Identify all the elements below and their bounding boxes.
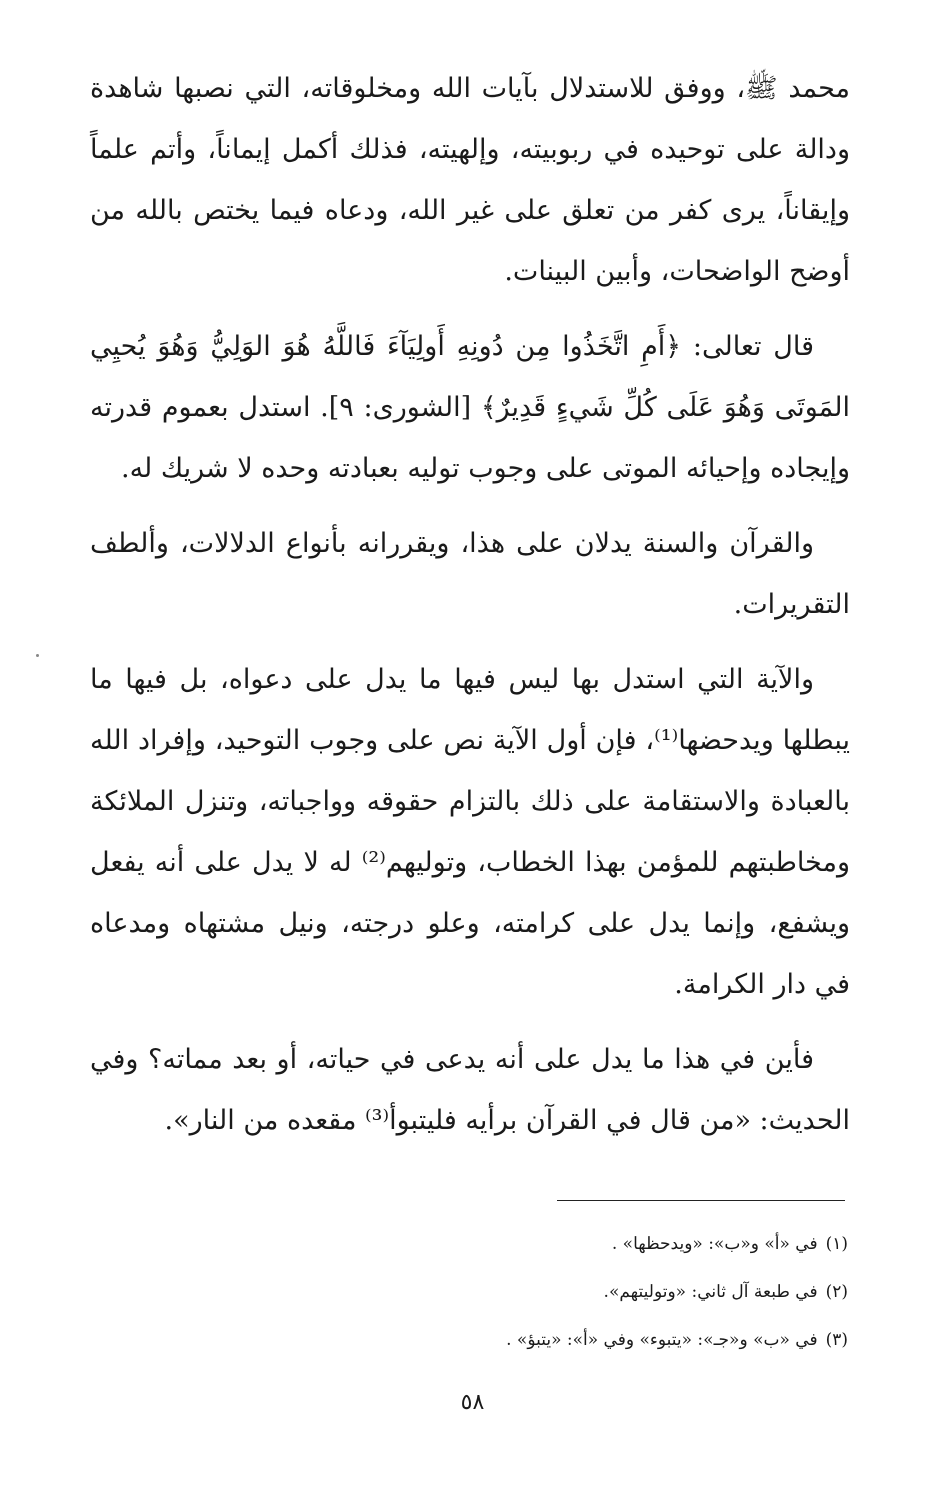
footnote-3 xyxy=(300,1324,848,1356)
footnote-2 xyxy=(300,1276,848,1308)
footnote-number: (٢) xyxy=(825,1282,848,1302)
footnote-number: (١) xyxy=(825,1234,848,1254)
footnote-1 xyxy=(300,1228,848,1260)
paragraph-5 xyxy=(90,1029,850,1151)
paragraph-2 xyxy=(90,316,850,499)
page-number: ٥٨ xyxy=(460,1390,485,1415)
stray-ink-mark xyxy=(36,654,39,657)
footnote-number: (٣) xyxy=(825,1330,848,1350)
footnote-text: في «ب» و«جـ»: «يتبوء» وفي «أ»: «يتبؤ» . xyxy=(506,1330,818,1350)
paragraph-4 xyxy=(90,649,850,1015)
footnote-text: في طبعة آل ثاني: «وتوليتهم». xyxy=(603,1282,818,1302)
main-text xyxy=(90,58,850,1165)
paragraph-1: محمد ﷺ، ووفق للاستدلال بآيات الله ومخلوقاته، التي نصبها شاهدة ودالة على توحيده في ربوبيته، وإلهيته، فذلك أكمل إيماناً، وأتم علماً وإيقاناً، يرى كفر من تعلق على غير الله، ودعاه فيما يختص بالله من أوضح الواضحات، وأبين البينات. xyxy=(90,73,850,287)
paragraph-2-text: قال تعالى: ﴿أَمِ اتَّخَذُوا مِن دُونِهِ أَولِيَآءَ فَاللَّهُ هُوَ الوَلِيُّ وَهُوَ يُحيِي المَوتَى وَهُوَ عَلَى كُلِّ شَيءٍ قَدِيرٌ﴾ [الشورى: ٩]. استدل بعموم قدرته وإيجاده وإحيائه الموتى على وجوب توليه بعبادته وحده لا شريك له. xyxy=(90,331,850,484)
paragraph-4-text: والآية التي استدل بها ليس فيها ما يدل على دعواه، بل فيها ما يبطلها ويدحضها⁽¹⁾، فإن أول الآية نص على وجوب التوحيد، وإفراد الله بالعبادة والاستقامة على ذلك بالتزام حقوقه وواجباته، وتنزل الملائكة ومخاطبتهم للمؤمن بهذا الخطاب، وتوليهم⁽²⁾ له لا يدل على أنه يفعل ويشفع، وإنما يدل على كرامته، وعلو درجته، ونيل مشتهاه ومدعاه في دار الكرامة. xyxy=(90,664,850,1000)
footnote-text: في «أ» و«ب»: «ويدحظها» . xyxy=(611,1234,818,1254)
footnote-divider xyxy=(557,1200,845,1201)
paragraph-5-text: فأين في هذا ما يدل على أنه يدعى في حياته، أو بعد مماته؟ وفي الحديث: «من قال في القرآن برأيه فليتبوأ⁽³⁾ مقعده من النار». xyxy=(90,1044,850,1136)
paragraph-3 xyxy=(90,513,850,635)
footnotes xyxy=(300,1228,848,1372)
paragraph-3-text: والقرآن والسنة يدلان على هذا، ويقررانه بأنواع الدلالات، وألطف التقريرات. xyxy=(90,528,850,620)
